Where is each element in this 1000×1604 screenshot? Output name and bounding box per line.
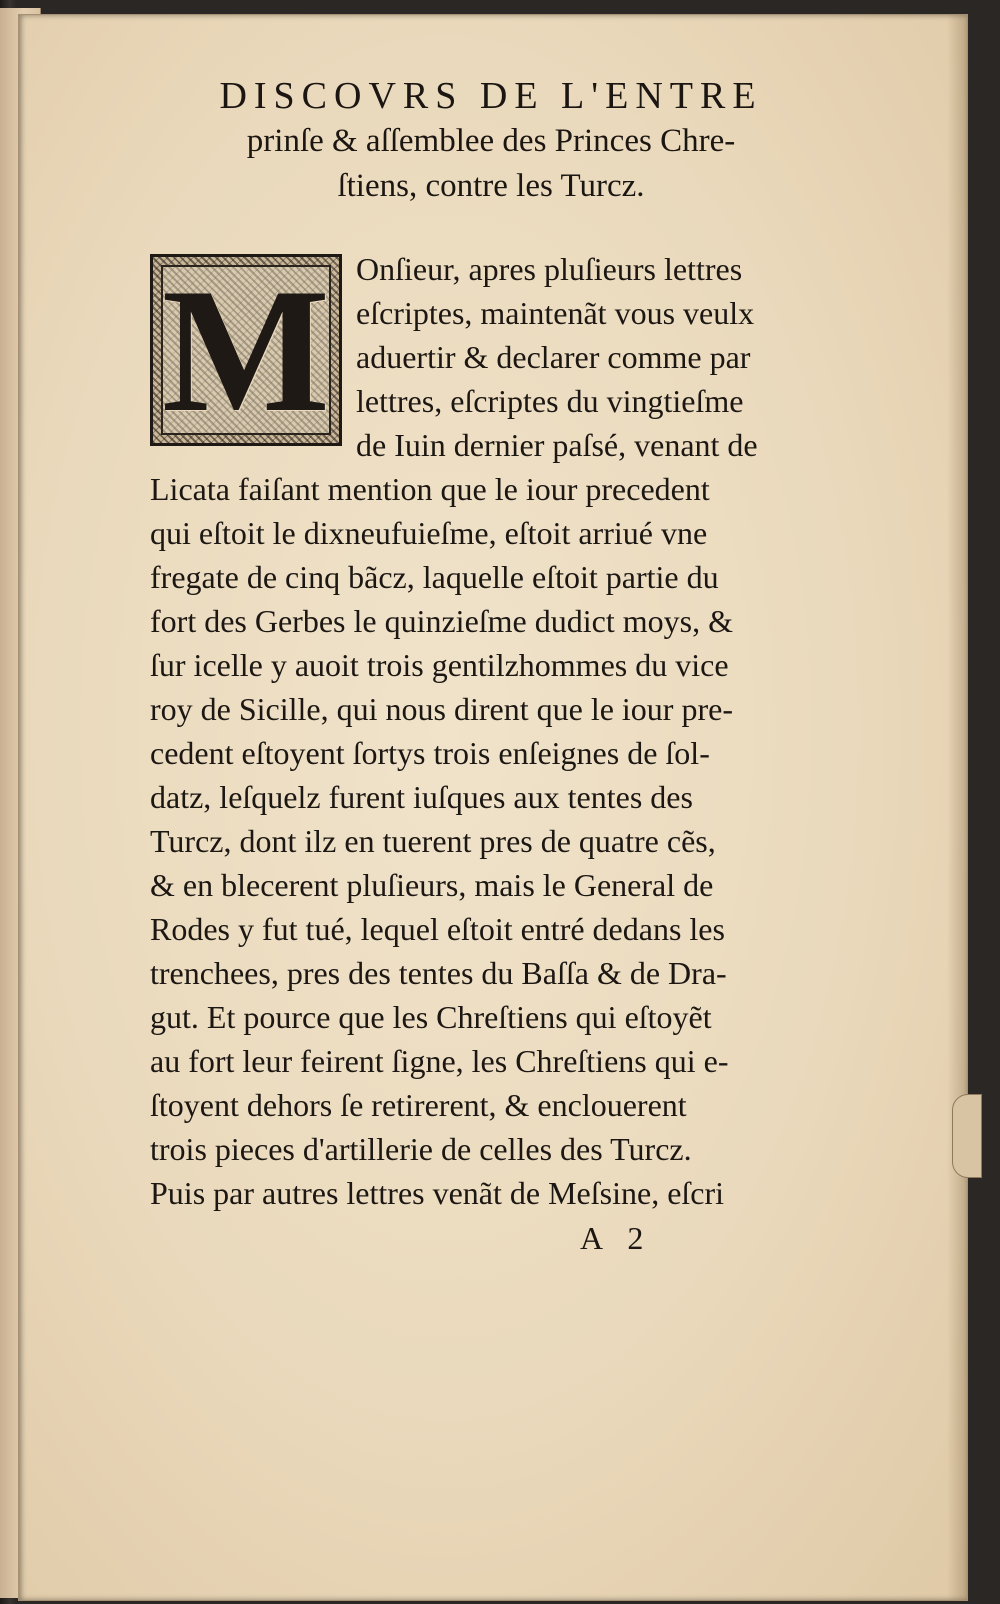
- text-line: au fort leur feirent ſigne, les Chreſtiens qui e-: [150, 1043, 729, 1079]
- header-title: DISCOVRS DE L'ENTRE: [219, 75, 763, 117]
- text-line: Rodes y fut tué, lequel eſtoit entré dedans les: [150, 911, 725, 947]
- text-line: de Iuin dernier paſsé, venant de: [356, 427, 758, 463]
- text-line: Licata faiſant mention que le iour precedent: [150, 471, 710, 507]
- text-line: Puis par autres lettres venãt de Meſsine, eſcri: [150, 1175, 725, 1211]
- decorated-initial-letter: M: [161, 254, 330, 446]
- text-line: trenchees, pres des tentes du Baſſa & de Dra-: [150, 955, 727, 991]
- text-line: trois pieces d'artillerie de celles des Turcz.: [150, 1131, 692, 1167]
- text-line: roy de Sicille, qui nous dirent que le iour pre-: [150, 691, 733, 727]
- text-line: lettres, eſcriptes du vingtieſme: [356, 383, 744, 419]
- text-line: ſur icelle y auoit trois gentilzhommes du vice: [150, 647, 729, 683]
- page-edge-tab: [952, 1094, 982, 1178]
- text-line: fregate de cinq bãcz, laquelle eſtoit partie du: [150, 559, 719, 595]
- text-line: gut. Et pource que les Chreſtiens qui eſtoyẽt: [150, 999, 712, 1035]
- text-line: qui eſtoit le dixneufuieſme, eſtoit arriué vne: [150, 515, 708, 551]
- text-line: Turcz, dont ilz en tuerent pres de quatre cẽs,: [150, 823, 716, 859]
- text-line: eſcriptes, maintenãt vous veulx: [356, 295, 755, 331]
- header-subtitle-line-1: prinſe & aſſemblee des Princes Chre-: [246, 123, 736, 159]
- text-line: & en blecerent pluſieurs, mais le General de: [150, 867, 714, 903]
- text-line: aduertir & declarer comme par: [356, 339, 751, 375]
- header-subtitle-line-2: ſtiens, contre les Turcz.: [337, 168, 645, 204]
- text-line: fort des Gerbes le quinzieſme dudict moys, &: [150, 603, 733, 639]
- text-line: ſtoyent dehors ſe retirerent, & enclouerent: [150, 1087, 687, 1123]
- page-header: [126, 74, 856, 209]
- decorated-initial: [150, 254, 342, 446]
- text-line: datz, leſquelz furent iuſques aux tentes des: [150, 779, 693, 815]
- signature-mark: A 2: [580, 1220, 644, 1256]
- text-line: Onſieur, apres pluſieurs lettres: [356, 251, 743, 287]
- text-line: cedent eſtoyent ſortys trois enſeignes de ſol-: [150, 735, 710, 771]
